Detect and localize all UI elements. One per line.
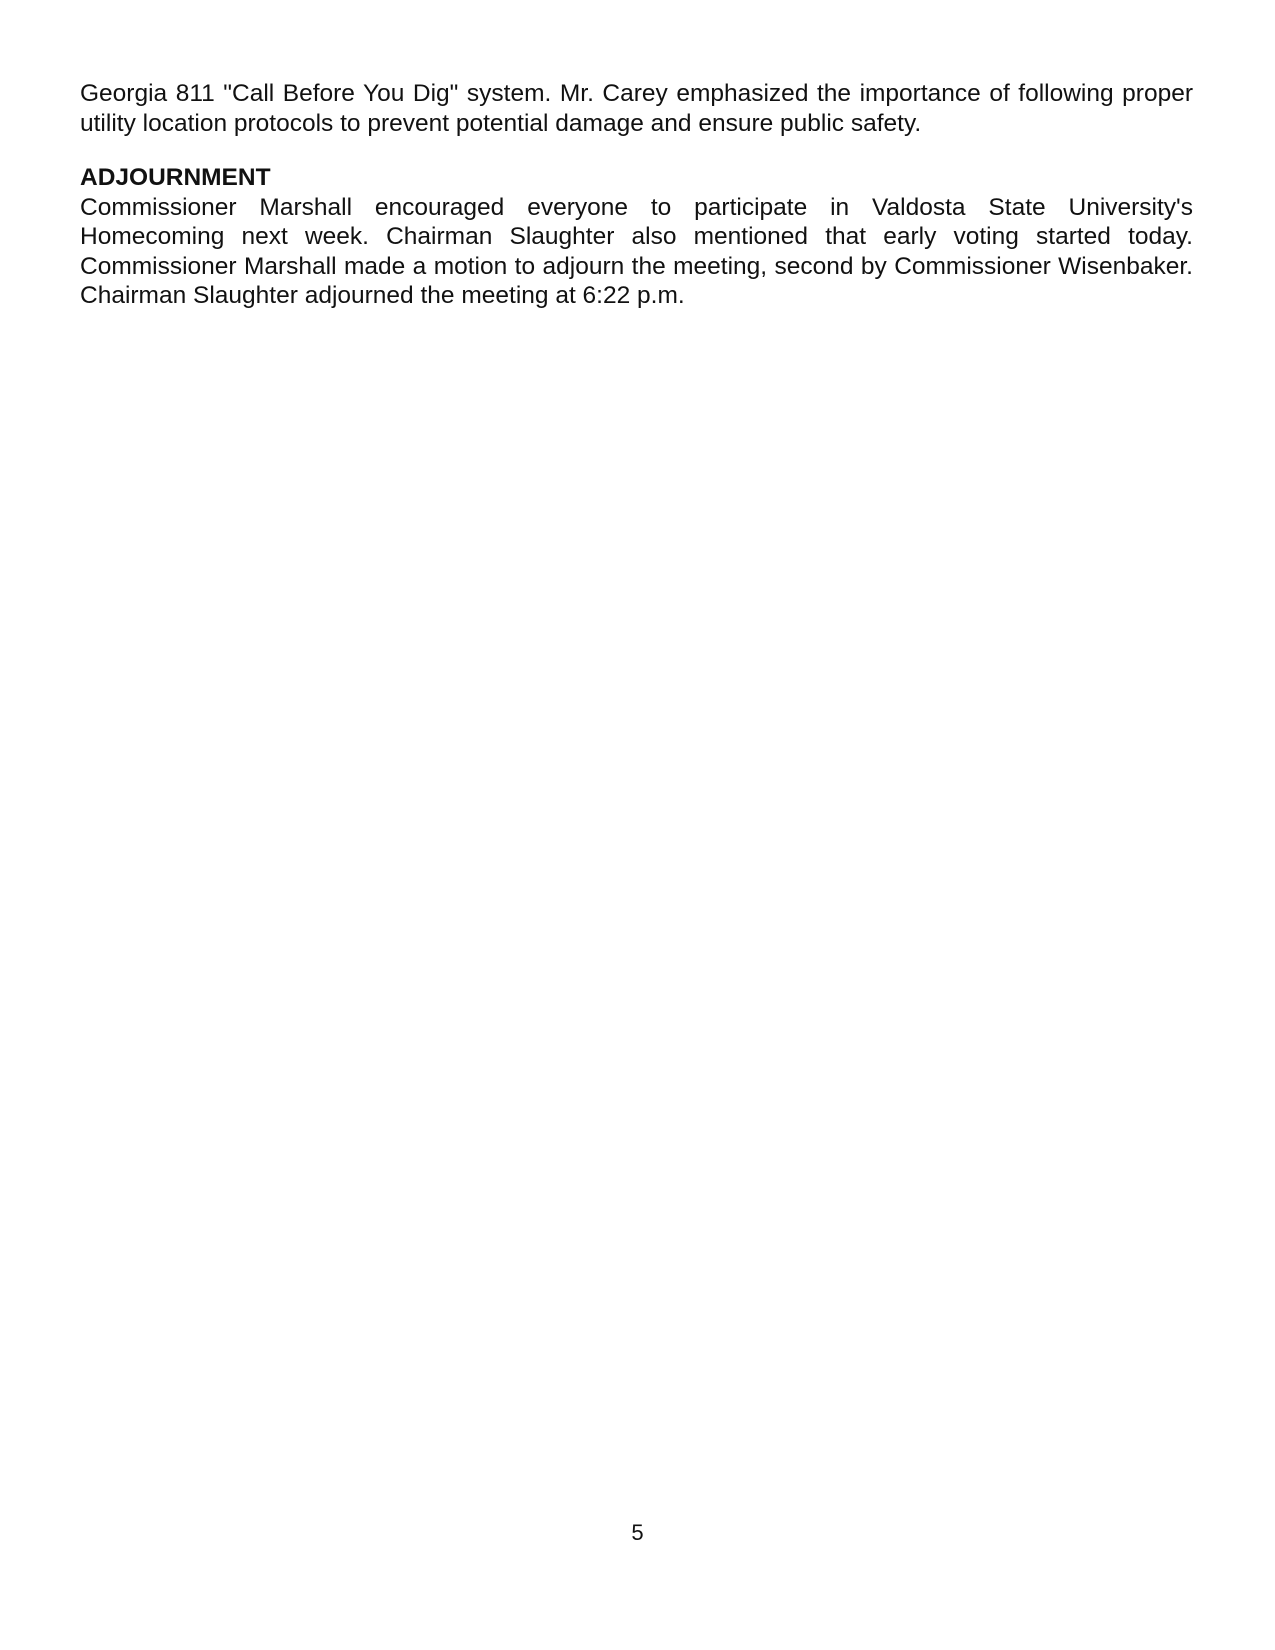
section-body: Commissioner Marshall encouraged everyone to participate in Valdosta State University's Homecoming next week. Chairman Slaughter also mentioned that early voting started today. Commissioner Marshall made a motion to adjourn the meeting, second by Commissioner Wisenbaker. Chairman Slaughter adjourned the meeting at 6:22 p.m.: [80, 193, 1193, 309]
intro-paragraph: Georgia 811 "Call Before You Dig" system. Mr. Carey emphasized the importance of following proper utility location protocols to prevent potential damage and ensure public safety.: [80, 80, 1193, 137]
page-number: 5: [631, 1520, 644, 1545]
adjournment-section: [80, 163, 1193, 311]
intro-paragraph-block: [80, 79, 1193, 138]
section-heading: ADJOURNMENT: [80, 164, 271, 191]
